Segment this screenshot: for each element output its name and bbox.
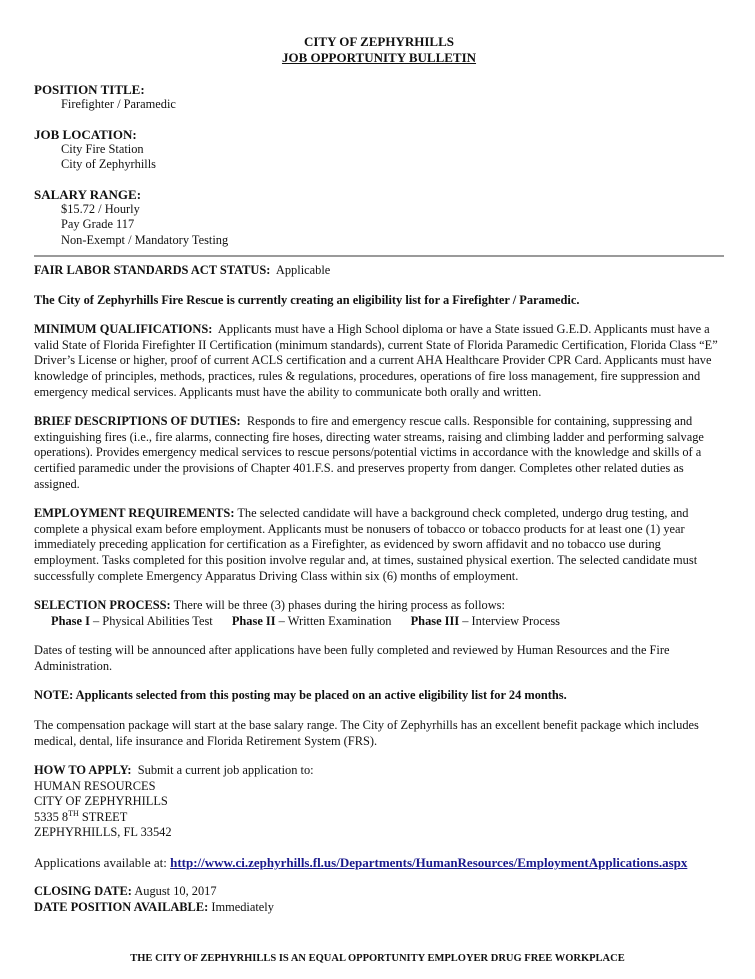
address-line: ZEPHYRHILLS, FL 33542 bbox=[34, 825, 172, 840]
phase-list bbox=[34, 614, 724, 630]
selection-label: SELECTION PROCESS: bbox=[34, 598, 171, 613]
applications-available bbox=[34, 855, 724, 871]
location-line: City Fire Station bbox=[61, 141, 144, 156]
employment-label: EMPLOYMENT REQUIREMENTS: bbox=[34, 506, 235, 521]
eligibility-note bbox=[34, 688, 724, 704]
location-section bbox=[34, 127, 724, 173]
flsa-value: Applicable bbox=[275, 263, 331, 277]
duties bbox=[34, 414, 724, 492]
available-value: Immediately bbox=[211, 899, 274, 914]
duties-label: BRIEF DESCRIPTIONS OF DUTIES: bbox=[34, 414, 241, 429]
position-section bbox=[34, 82, 724, 113]
eeo-footer: THE CITY OF ZEPHYRHILLS IS AN EQUAL OPPORTUNITY EMPLOYER DRUG FREE WORKPLACE bbox=[130, 953, 625, 964]
location-line: City of Zephyrhills bbox=[61, 157, 156, 171]
address-line: CITY OF ZEPHYRHILLS bbox=[34, 794, 168, 809]
applications-link[interactable]: http://www.ci.zephyrhills.fl.us/Departments/HumanResources/EmploymentApplications.aspx bbox=[170, 854, 688, 870]
flsa-label: FAIR LABOR STANDARDS ACT STATUS: bbox=[34, 263, 271, 277]
address-line: 5335 8TH STREET bbox=[34, 808, 128, 824]
min-qual-label: MINIMUM QUALIFICATIONS: bbox=[34, 322, 213, 337]
employment-requirements bbox=[34, 506, 724, 584]
selection-process bbox=[34, 598, 724, 614]
how-to-apply bbox=[34, 763, 724, 841]
position-value: Firefighter / Paramedic bbox=[61, 97, 176, 111]
intro-statement: The City of Zephyrhills Fire Rescue is currently creating an eligibility list for a Firefighter / Paramedic. bbox=[34, 292, 580, 307]
note-label: NOTE: bbox=[34, 688, 74, 703]
section-divider bbox=[34, 255, 724, 257]
min-qual-text: Applicants must have a High School diploma or have a State issued G.E.D. Applicants must have a valid State of Florida Firefighter II Certification (minimum standards), current State of Florida Paramedic Certification, Florida Class “E” Driver’s License or higher, proof of current ACLS certification and a current AHA Healthcare Provider CPR Card. Applicants must have knowledge of principles, methods, practices, rules & regulations, procedures, operations of fire loss management, fire suppression and emergency medical services. Applicants must have the ability to communicate both orally and written. bbox=[34, 322, 718, 399]
phase-desc: – Written Examination bbox=[278, 613, 392, 628]
available-label: DATE POSITION AVAILABLE: bbox=[34, 899, 209, 914]
closing-value: August 10, 2017 bbox=[134, 884, 217, 899]
bulletin-title: JOB OPPORTUNITY BULLETIN bbox=[281, 50, 477, 65]
applications-label: Applications available at: bbox=[34, 854, 167, 870]
address-line: HUMAN RESOURCES bbox=[34, 778, 156, 793]
salary-line: Pay Grade 117 bbox=[61, 217, 135, 231]
selection-text: There will be three (3) phases during the hiring process as follows: bbox=[173, 598, 505, 613]
testing-dates-text: Dates of testing will be announced after applications have been fully completed and reviewed by Human Resources and the Fire Administration. bbox=[34, 643, 670, 673]
apply-label: HOW TO APPLY: bbox=[34, 763, 132, 778]
bulletin-document bbox=[34, 34, 724, 915]
salary-line: $15.72 / Hourly bbox=[61, 201, 140, 216]
flsa-status bbox=[34, 263, 724, 279]
closing-label: CLOSING DATE: bbox=[34, 884, 132, 899]
salary-section bbox=[34, 187, 724, 249]
salary-line: Non-Exempt / Mandatory Testing bbox=[61, 232, 229, 247]
phase-desc: – Physical Abilities Test bbox=[93, 613, 213, 628]
salary-label: SALARY RANGE: bbox=[34, 186, 142, 202]
phase-name: Phase I bbox=[51, 613, 90, 628]
city-name-heading: CITY OF ZEPHYRHILLS bbox=[303, 34, 454, 49]
compensation-text: The compensation package will start at the base salary range. The City of Zephyrhills has an excellent benefit package which includes medical, dental, life insurance and Florida Retirement System (FRS). bbox=[34, 717, 699, 748]
dates-section bbox=[34, 884, 724, 915]
duties-text: Responds to fire and emergency rescue calls. Responsible for containing, suppressing and extinguishing fires (i.e., fire alarms, connecting fire hoses, directing water streams, raising and climbing ladder and performing salvage operations). Provides emergency medical services to rescue persons/potential victims in accordance with the knowledge and skills of a certified paramedic under the provisions of Chapter 401.F.S. and preserves property from danger. Completes other related duties as assigned. bbox=[34, 414, 704, 491]
note-text: Applicants selected from this posting may be placed on an active eligibility list for 24 months. bbox=[75, 688, 567, 703]
phase-desc: – Interview Process bbox=[462, 613, 560, 628]
phase-name: Phase III bbox=[410, 613, 460, 628]
location-label: JOB LOCATION: bbox=[34, 126, 137, 142]
phase-name: Phase II bbox=[231, 613, 276, 628]
position-label: POSITION TITLE: bbox=[34, 82, 145, 97]
employment-text: The selected candidate will have a background check completed, undergo drug testing, and complete a physical exam before employment. Applicants must be nonusers of tobacco or tobacco products for at least one (1) year immediately preceding application for certification as a Firefighter, as evidenced by sworn affidavit and no tobacco use during employment. Tasks completed for this position involve regular and, at times, sustained physical exertion. The selected candidate must successfully complete Emergency Apparatus Driving Class within six (6) months of employment. bbox=[34, 506, 698, 583]
min-qualifications bbox=[34, 322, 724, 400]
apply-text: Submit a current job application to: bbox=[137, 763, 314, 778]
